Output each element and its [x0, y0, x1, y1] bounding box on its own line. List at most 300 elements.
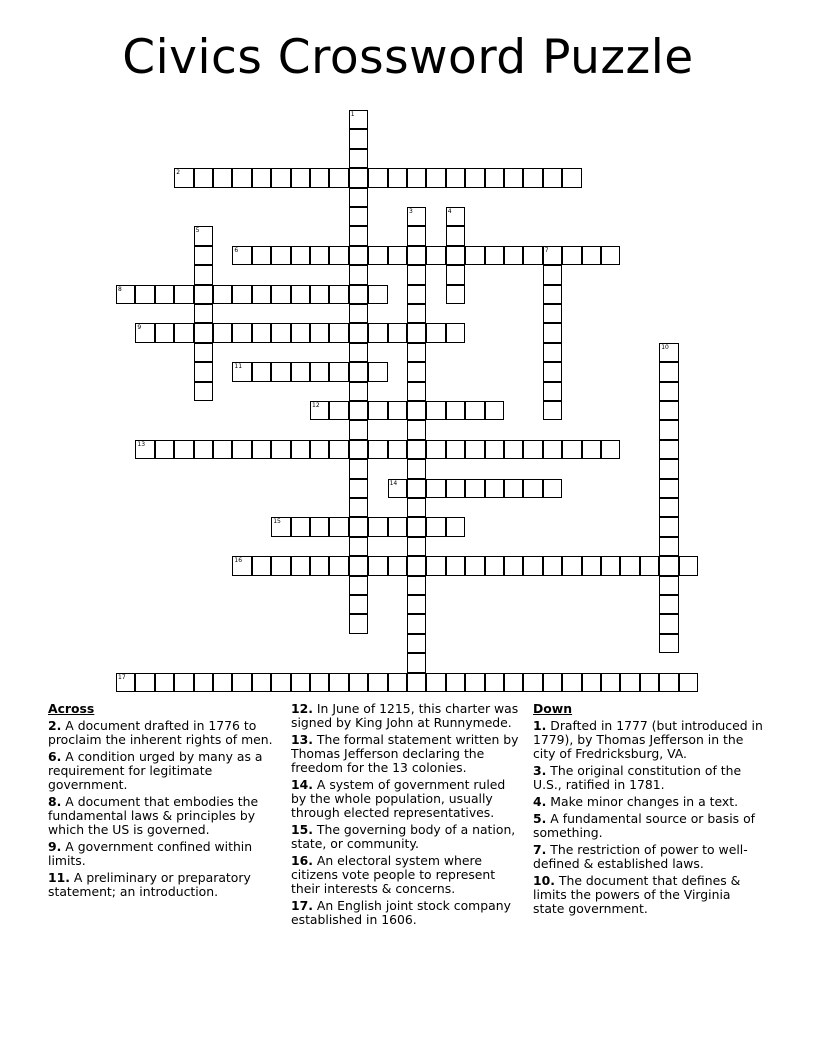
grid-cell[interactable]	[291, 673, 310, 692]
grid-cell[interactable]	[465, 556, 484, 575]
grid-cell[interactable]	[426, 246, 445, 265]
grid-cell[interactable]	[523, 556, 542, 575]
grid-cell[interactable]	[291, 440, 310, 459]
clue-number: 16.	[291, 853, 313, 868]
grid-cell[interactable]	[349, 265, 368, 284]
clue-number: 11.	[48, 870, 70, 885]
grid-cell[interactable]	[485, 673, 504, 692]
grid-cell[interactable]	[174, 323, 193, 342]
grid-cell[interactable]	[388, 673, 407, 692]
clue-4	[533, 795, 763, 809]
cell-number: 2	[176, 169, 181, 177]
grid-cell[interactable]	[368, 673, 387, 692]
cell-number: 1	[350, 111, 355, 118]
grid-cell[interactable]	[310, 246, 329, 265]
grid-cell[interactable]	[388, 517, 407, 536]
grid-cell[interactable]	[388, 556, 407, 575]
grid-cell[interactable]	[465, 673, 484, 692]
grid-cell[interactable]	[291, 246, 310, 265]
grid-cell[interactable]	[194, 226, 213, 245]
grid-cell[interactable]	[310, 362, 329, 381]
grid-cell[interactable]	[368, 440, 387, 459]
grid-cell[interactable]	[659, 537, 678, 556]
grid-cell[interactable]	[194, 168, 213, 187]
grid-cell[interactable]	[368, 246, 387, 265]
grid-cell[interactable]	[407, 614, 426, 633]
grid-cell[interactable]	[504, 168, 523, 187]
grid-cell[interactable]	[349, 168, 368, 187]
cell-number: 16	[234, 557, 243, 565]
grid-cell[interactable]	[349, 129, 368, 148]
grid-cell[interactable]	[368, 401, 387, 420]
grid-cell[interactable]	[252, 362, 271, 381]
clue-3	[533, 764, 763, 792]
grid-cell[interactable]	[116, 673, 135, 692]
grid-cell[interactable]	[349, 401, 368, 420]
grid-cell[interactable]	[446, 226, 465, 245]
grid-cell[interactable]	[349, 537, 368, 556]
grid-cell[interactable]	[446, 479, 465, 498]
grid-cell[interactable]	[446, 265, 465, 284]
grid-cell[interactable]	[601, 440, 620, 459]
grid-cell[interactable]	[349, 285, 368, 304]
grid-cell[interactable]	[329, 673, 348, 692]
grid-cell[interactable]	[659, 362, 678, 381]
grid-cell[interactable]	[349, 343, 368, 362]
grid-cell[interactable]	[407, 498, 426, 517]
grid-cell[interactable]	[291, 362, 310, 381]
grid-cell[interactable]	[368, 323, 387, 342]
grid-cell[interactable]	[446, 440, 465, 459]
grid-cell[interactable]	[194, 440, 213, 459]
grid-cell[interactable]	[562, 556, 581, 575]
grid-cell[interactable]	[407, 653, 426, 672]
grid-cell[interactable]	[349, 304, 368, 323]
grid-cell[interactable]	[485, 479, 504, 498]
grid-cell[interactable]	[426, 517, 445, 536]
clue-text: An electoral system where citizens vote people to represent their interests & concerns.	[291, 853, 496, 896]
grid-cell[interactable]	[407, 479, 426, 498]
grid-cell[interactable]	[543, 382, 562, 401]
clue-text: A preliminary or preparatory statement; an introduction.	[48, 870, 251, 899]
grid-cell[interactable]	[310, 168, 329, 187]
grid-cell[interactable]	[271, 673, 290, 692]
grid-cell[interactable]	[213, 323, 232, 342]
grid-cell[interactable]	[194, 323, 213, 342]
grid-cell[interactable]	[601, 246, 620, 265]
grid-cell[interactable]	[407, 517, 426, 536]
grid-cell[interactable]	[659, 634, 678, 653]
grid-cell[interactable]	[329, 401, 348, 420]
cell-number: 9	[137, 324, 142, 332]
grid-cell[interactable]	[485, 556, 504, 575]
grid-cell[interactable]	[426, 556, 445, 575]
grid-cell[interactable]	[388, 401, 407, 420]
grid-cell[interactable]	[194, 343, 213, 362]
cell-number: 17	[118, 673, 126, 681]
grid-cell[interactable]	[174, 285, 193, 304]
grid-cell[interactable]	[504, 479, 523, 498]
grid-cell[interactable]	[523, 673, 542, 692]
clue-number: 1.	[533, 718, 547, 733]
grid-cell[interactable]	[252, 246, 271, 265]
grid-cell[interactable]	[232, 556, 251, 575]
cell-number: 15	[273, 518, 281, 526]
clue-text: Make minor changes in a text.	[550, 794, 739, 809]
grid-cell[interactable]	[465, 479, 484, 498]
grid-cell[interactable]	[620, 673, 639, 692]
grid-cell[interactable]	[155, 323, 174, 342]
grid-cell[interactable]	[213, 673, 232, 692]
cell-number: 11	[234, 363, 243, 371]
grid-cell[interactable]	[407, 246, 426, 265]
grid-cell[interactable]	[407, 595, 426, 614]
grid-cell[interactable]	[329, 517, 348, 536]
grid-cell[interactable]	[407, 207, 426, 226]
grid-cell[interactable]	[543, 556, 562, 575]
grid-cell[interactable]	[426, 401, 445, 420]
grid-cell[interactable]	[407, 420, 426, 439]
clue-2	[48, 719, 278, 747]
grid-cell[interactable]	[679, 556, 698, 575]
grid-cell[interactable]	[310, 323, 329, 342]
grid-cell[interactable]	[504, 246, 523, 265]
grid-cell[interactable]	[135, 323, 154, 342]
grid-cell[interactable]	[504, 556, 523, 575]
grid-cell[interactable]	[485, 246, 504, 265]
grid-cell[interactable]	[213, 285, 232, 304]
grid-cell[interactable]	[252, 440, 271, 459]
clue-5	[533, 812, 763, 840]
grid-cell[interactable]	[349, 595, 368, 614]
grid-cell[interactable]	[659, 614, 678, 633]
grid-cell[interactable]	[271, 517, 290, 536]
grid-cell[interactable]	[562, 246, 581, 265]
grid-cell[interactable]	[426, 440, 445, 459]
grid-cell[interactable]	[504, 673, 523, 692]
grid-cell[interactable]	[407, 226, 426, 245]
grid-cell[interactable]	[407, 343, 426, 362]
grid-cell[interactable]	[271, 440, 290, 459]
grid-cell[interactable]	[310, 285, 329, 304]
grid-cell[interactable]	[349, 479, 368, 498]
grid-cell[interactable]	[601, 673, 620, 692]
grid-cell[interactable]	[194, 285, 213, 304]
grid-cell[interactable]	[329, 246, 348, 265]
grid-cell[interactable]	[135, 440, 154, 459]
grid-cell[interactable]	[252, 673, 271, 692]
grid-cell[interactable]	[291, 285, 310, 304]
grid-cell[interactable]	[446, 323, 465, 342]
grid-cell[interactable]	[329, 323, 348, 342]
grid-cell[interactable]	[543, 440, 562, 459]
grid-cell[interactable]	[349, 556, 368, 575]
clue-number: 13.	[291, 732, 313, 747]
grid-cell[interactable]	[213, 440, 232, 459]
clue-number: 12.	[291, 701, 313, 716]
grid-cell[interactable]	[135, 285, 154, 304]
grid-cell[interactable]	[543, 265, 562, 284]
grid-cell[interactable]	[349, 498, 368, 517]
grid-cell[interactable]	[349, 110, 368, 129]
grid-cell[interactable]	[446, 401, 465, 420]
grid-cell[interactable]	[659, 382, 678, 401]
clue-number: 7.	[533, 842, 547, 857]
grid-cell[interactable]	[640, 673, 659, 692]
grid-cell[interactable]	[407, 459, 426, 478]
grid-cell[interactable]	[407, 285, 426, 304]
grid-cell[interactable]	[582, 246, 601, 265]
grid-cell[interactable]	[582, 556, 601, 575]
clue-text: Drafted in 1777 (but introduced in 1779), by Thomas Jefferson in the city of Fredricksburg, VA.	[533, 718, 763, 761]
grid-cell[interactable]	[426, 673, 445, 692]
grid-cell[interactable]	[446, 556, 465, 575]
grid-cell[interactable]	[271, 285, 290, 304]
grid-cell[interactable]	[543, 323, 562, 342]
clue-12	[291, 702, 521, 730]
grid-cell[interactable]	[194, 304, 213, 323]
grid-cell[interactable]	[407, 537, 426, 556]
grid-cell[interactable]	[446, 517, 465, 536]
grid-cell[interactable]	[523, 168, 542, 187]
grid-cell[interactable]	[407, 556, 426, 575]
grid-cell[interactable]	[523, 479, 542, 498]
grid-cell[interactable]	[582, 440, 601, 459]
grid-cell[interactable]	[523, 246, 542, 265]
grid-cell[interactable]	[329, 362, 348, 381]
grid-cell[interactable]	[349, 362, 368, 381]
clue-text: A fundamental source or basis of something.	[533, 811, 756, 840]
grid-cell[interactable]	[659, 595, 678, 614]
grid-cell[interactable]	[291, 323, 310, 342]
grid-cell[interactable]	[543, 401, 562, 420]
clue-text: The governing body of a nation, state, or community.	[291, 822, 516, 851]
grid-cell[interactable]	[310, 556, 329, 575]
grid-cell[interactable]	[116, 285, 135, 304]
grid-cell[interactable]	[271, 362, 290, 381]
grid-cell[interactable]	[640, 556, 659, 575]
grid-cell[interactable]	[271, 246, 290, 265]
grid-cell[interactable]	[271, 323, 290, 342]
grid-cell[interactable]	[543, 362, 562, 381]
grid-cell[interactable]	[523, 440, 542, 459]
grid-cell[interactable]	[407, 440, 426, 459]
grid-cell[interactable]	[155, 285, 174, 304]
grid-cell[interactable]	[368, 517, 387, 536]
down-heading: Down	[533, 701, 573, 716]
grid-cell[interactable]	[329, 440, 348, 459]
clue-text: The document that defines & limits the powers of the Virginia state government.	[533, 873, 741, 916]
grid-cell[interactable]	[135, 673, 154, 692]
grid-cell[interactable]	[310, 673, 329, 692]
grid-cell[interactable]	[659, 517, 678, 536]
grid-cell[interactable]	[446, 246, 465, 265]
clue-text: A document that embodies the fundamental laws & principles by which the US is governed.	[48, 794, 259, 837]
grid-cell[interactable]	[349, 246, 368, 265]
grid-cell[interactable]	[232, 673, 251, 692]
grid-cell[interactable]	[407, 576, 426, 595]
grid-cell[interactable]	[659, 673, 678, 692]
grid-cell[interactable]	[620, 556, 639, 575]
grid-cell[interactable]	[368, 556, 387, 575]
grid-cell[interactable]	[465, 401, 484, 420]
clue-text: The original constitution of the U.S., ratified in 1781.	[533, 763, 742, 792]
grid-cell[interactable]	[349, 517, 368, 536]
grid-cell[interactable]	[194, 246, 213, 265]
grid-cell[interactable]	[543, 343, 562, 362]
grid-cell[interactable]	[368, 362, 387, 381]
grid-cell[interactable]	[562, 168, 581, 187]
grid-cell[interactable]	[329, 285, 348, 304]
grid-cell[interactable]	[349, 673, 368, 692]
grid-cell[interactable]	[349, 576, 368, 595]
grid-cell[interactable]	[349, 226, 368, 245]
grid-cell[interactable]	[543, 285, 562, 304]
clue-7	[533, 843, 763, 871]
grid-cell[interactable]	[407, 382, 426, 401]
grid-cell[interactable]	[543, 673, 562, 692]
grid-cell[interactable]	[271, 168, 290, 187]
grid-cell[interactable]	[155, 673, 174, 692]
grid-cell[interactable]	[407, 634, 426, 653]
grid-cell[interactable]	[388, 323, 407, 342]
grid-cell[interactable]	[232, 246, 251, 265]
clue-8	[48, 795, 278, 837]
clue-15	[291, 823, 521, 851]
grid-cell[interactable]	[329, 168, 348, 187]
clue-text: An English joint stock company established in 1606.	[291, 898, 511, 927]
grid-cell[interactable]	[659, 479, 678, 498]
grid-cell[interactable]	[349, 440, 368, 459]
grid-cell[interactable]	[601, 556, 620, 575]
grid-cell[interactable]	[232, 440, 251, 459]
grid-cell[interactable]	[388, 246, 407, 265]
grid-cell[interactable]	[543, 479, 562, 498]
grid-cell[interactable]	[446, 285, 465, 304]
cell-number: 10	[661, 343, 669, 351]
grid-cell[interactable]	[349, 614, 368, 633]
grid-cell[interactable]	[368, 285, 387, 304]
grid-cell[interactable]	[465, 168, 484, 187]
grid-cell[interactable]	[349, 420, 368, 439]
grid-cell[interactable]	[407, 673, 426, 692]
clue-number: 15.	[291, 822, 313, 837]
grid-cell[interactable]	[329, 556, 348, 575]
grid-cell[interactable]	[232, 285, 251, 304]
grid-cell[interactable]	[504, 440, 523, 459]
grid-cell[interactable]	[194, 265, 213, 284]
grid-cell[interactable]	[407, 265, 426, 284]
grid-cell[interactable]	[368, 168, 387, 187]
clue-11	[48, 871, 278, 899]
grid-cell[interactable]	[446, 207, 465, 226]
grid-cell[interactable]	[388, 440, 407, 459]
grid-cell[interactable]	[291, 168, 310, 187]
grid-cell[interactable]	[388, 479, 407, 498]
grid-cell[interactable]	[194, 673, 213, 692]
clue-text: The formal statement written by Thomas Jefferson declaring the freedom for the 13 colonies.	[291, 732, 519, 775]
grid-cell[interactable]	[232, 323, 251, 342]
grid-cell[interactable]	[232, 362, 251, 381]
grid-cell[interactable]	[562, 673, 581, 692]
grid-cell[interactable]	[310, 517, 329, 536]
grid-cell[interactable]	[310, 401, 329, 420]
grid-cell[interactable]	[252, 556, 271, 575]
grid-cell[interactable]	[426, 323, 445, 342]
grid-cell[interactable]	[659, 440, 678, 459]
grid-cell[interactable]	[252, 323, 271, 342]
grid-cell[interactable]	[252, 168, 271, 187]
grid-cell[interactable]	[174, 440, 193, 459]
grid-cell[interactable]	[659, 576, 678, 595]
grid-cell[interactable]	[659, 459, 678, 478]
grid-cell[interactable]	[485, 440, 504, 459]
grid-cell[interactable]	[252, 285, 271, 304]
grid-cell[interactable]	[446, 168, 465, 187]
grid-cell[interactable]	[426, 479, 445, 498]
grid-cell[interactable]	[194, 382, 213, 401]
grid-cell[interactable]	[291, 517, 310, 536]
grid-cell[interactable]	[543, 246, 562, 265]
grid-cell[interactable]	[271, 556, 290, 575]
grid-cell[interactable]	[426, 168, 445, 187]
grid-cell[interactable]	[659, 401, 678, 420]
grid-cell[interactable]	[679, 673, 698, 692]
grid-cell[interactable]	[232, 168, 251, 187]
grid-cell[interactable]	[407, 362, 426, 381]
grid-cell[interactable]	[465, 246, 484, 265]
grid-cell[interactable]	[407, 323, 426, 342]
grid-cell[interactable]	[349, 459, 368, 478]
grid-cell[interactable]	[291, 556, 310, 575]
cell-number: 12	[312, 402, 320, 409]
grid-cell[interactable]	[174, 673, 193, 692]
grid-cell[interactable]	[562, 440, 581, 459]
grid-cell[interactable]	[349, 207, 368, 226]
grid-cell[interactable]	[407, 168, 426, 187]
grid-cell[interactable]	[543, 304, 562, 323]
clue-text: A condition urged by many as a requirement for legitimate government.	[48, 749, 263, 792]
clue-6	[48, 750, 278, 792]
cell-number: 8	[118, 285, 122, 293]
clue-number: 5.	[533, 811, 547, 826]
grid-cell[interactable]	[582, 673, 601, 692]
grid-cell[interactable]	[659, 420, 678, 439]
grid-cell[interactable]	[388, 168, 407, 187]
grid-cell[interactable]	[543, 168, 562, 187]
grid-cell[interactable]	[659, 498, 678, 517]
cell-number: 7	[544, 246, 549, 254]
grid-cell[interactable]	[485, 401, 504, 420]
grid-cell[interactable]	[446, 673, 465, 692]
grid-cell[interactable]	[659, 343, 678, 362]
grid-cell[interactable]	[213, 168, 232, 187]
grid-cell[interactable]	[485, 168, 504, 187]
grid-cell[interactable]	[155, 440, 174, 459]
grid-cell[interactable]	[349, 323, 368, 342]
grid-cell[interactable]	[349, 382, 368, 401]
grid-cell[interactable]	[349, 149, 368, 168]
grid-cell[interactable]	[659, 556, 678, 575]
grid-cell[interactable]	[407, 401, 426, 420]
grid-cell[interactable]	[349, 188, 368, 207]
grid-cell[interactable]	[310, 440, 329, 459]
across-clues-column-1	[48, 702, 278, 902]
grid-cell[interactable]	[407, 304, 426, 323]
grid-cell[interactable]	[174, 168, 193, 187]
grid-cell[interactable]	[194, 362, 213, 381]
grid-cell[interactable]	[465, 440, 484, 459]
